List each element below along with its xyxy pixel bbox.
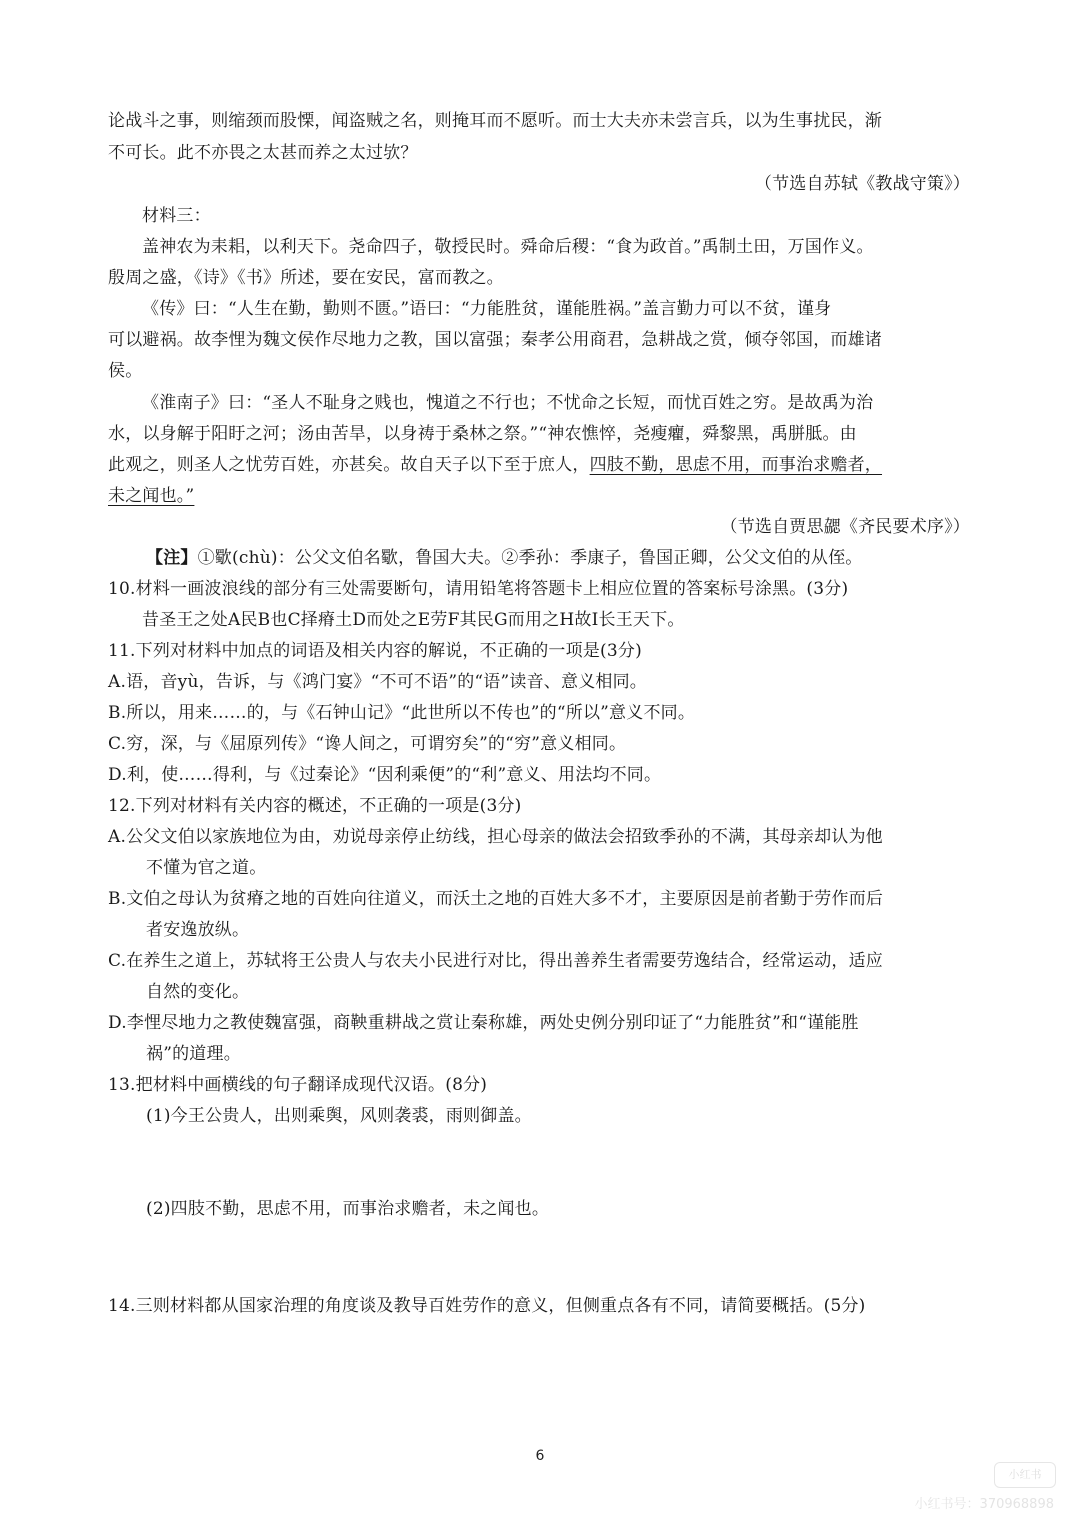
q11-stem: 11.下列对材料中加点的词语及相关内容的解说，不正确的一项是(3分): [108, 641, 642, 661]
material2-text-line-2: 不可长。此不亦畏之太甚而养之太过欤？: [108, 143, 418, 163]
material3-p3-line-1: 《淮南子》曰：“圣人不耻身之贱也，愧道之不行也；不忧命之长短，而忧百姓之穷。是故禹为治: [142, 393, 874, 413]
q12-option-b-line-1: B.文伯之母认为贫瘠之地的百姓向往道义，而沃土之地的百姓大多不才，主要原因是前者勤于劳作而后: [108, 889, 884, 909]
q12-stem: 12.下列对材料有关内容的概述，不正确的一项是(3分): [108, 796, 522, 816]
note-text: ①歜(chù)：公父文伯名歜，鲁国大夫。②季孙：季康子，鲁国正卿，公父文伯的从侄。: [197, 548, 863, 568]
material3-p3-line-3: [108, 453, 882, 477]
material3-p3-line-4: [108, 484, 194, 508]
q11-option-c: C.穷，深，与《屈原列传》“谗人间之，可谓穷矣”的“穷”意义相同。: [108, 734, 627, 754]
material3-p1-line-2: 殷周之盛，《诗》《书》所述，要在安民，富而教之。: [108, 268, 504, 288]
material3-p3-line-2: 水，以身解于阳盱之河；汤由苦旱，以身祷于桑林之祭。”“神农憔悴，尧瘦癯，舜黎黑，禹胼胝。由: [108, 424, 857, 444]
q10-text: 昔圣王之处A民B也C择瘠土D而处之E劳F其民G而用之H故I长王天下。: [142, 610, 685, 630]
q12-option-b-line-2: 者安逸放纵。: [146, 920, 250, 940]
q11-option-b: B.所以，用来……的，与《石钟山记》“此世所以不传也”的“所以”意义不同。: [108, 703, 696, 723]
material3-source: （节选自贾思勰《齐民要术序》）: [720, 517, 970, 537]
material3-heading: 材料三：: [142, 206, 211, 226]
watermark-logo: 小红书: [994, 1462, 1056, 1488]
underlined-sentence-part-1: 四肢不勤，思虑不用，而事治求赡者，: [589, 455, 883, 475]
q12-option-a-line-1: A.公父文伯以家族地位为由，劝说母亲停止纺线，担心母亲的做法会招致季孙的不满，其母亲却认为他: [108, 827, 883, 847]
q12-option-a-line-2: 不懂为官之道。: [146, 858, 267, 878]
material2-text-line-1: 论战斗之事，则缩颈而股慄，闻盗贼之名，则掩耳而不愿听。而士大夫亦未尝言兵，以为生事扰民，渐: [108, 111, 882, 131]
q11-option-d: D.利，使……得利，与《过秦论》“因利乘便”的“利”意义、用法均不同。: [108, 765, 662, 785]
q12-option-c-line-1: C.在养生之道上，苏轼将王公贵人与农夫小民进行对比，得出善养生者需要劳逸结合，经常运动，适应: [108, 951, 884, 971]
material3-p3-line-3-plain: 此观之，则圣人之忧劳百姓，亦甚矣。故自天子以下至于庶人，: [108, 455, 590, 475]
material3-p2-line-2: 可以避祸。故李悝为魏文侯作尽地力之教，国以富强；秦孝公用商君，急耕战之赏，倾夺邻国，而雄诸: [108, 330, 882, 350]
material3-p2-line-3: 侯。: [108, 361, 143, 381]
q14-stem: 14.三则材料都从国家治理的角度谈及教导百姓劳作的意义，但侧重点各有不同，请简要概括。(5分): [108, 1296, 866, 1316]
note-label: 【注】: [146, 548, 198, 568]
note: [146, 546, 863, 570]
material3-p1-line-1: 盖神农为耒耜，以利天下。尧命四子，敬授民时。舜命后稷：“食为政首。”禹制土田，万国作义。: [142, 237, 874, 257]
underlined-sentence-part-2: 未之闻也。”: [108, 486, 195, 506]
q13-sentence-1: (1)今王公贵人，出则乘舆，风则袭裘，雨则御盖。: [146, 1106, 532, 1126]
material3-p2-line-1: 《传》曰：“人生在勤，勤则不匮。”语曰：“力能胜贫，谨能胜祸。”盖言勤力可以不贫，谨身: [142, 299, 832, 319]
material2-source: （节选自苏轼《教战守策》）: [754, 174, 970, 194]
q13-sentence-2: (2)四肢不勤，思虑不用，而事治求赡者，未之闻也。: [146, 1199, 550, 1219]
q11-option-a: A.语，音yù，告诉，与《鸿门宴》“不可不语”的“语”读音、意义相同。: [108, 672, 647, 692]
q12-option-d-line-1: D.李悝尽地力之教使魏富强，商鞅重耕战之赏让秦称雄，两处史例分别印证了“力能胜贫”和“谨能胜: [108, 1013, 859, 1033]
q13-stem: 13.把材料中画横线的句子翻译成现代汉语。(8分): [108, 1075, 488, 1095]
watermark-text: 小红书号：370968898: [914, 1497, 1054, 1512]
q12-option-c-line-2: 自然的变化。: [146, 982, 250, 1002]
q10-stem: 10.材料一画波浪线的部分有三处需要断句，请用铅笔将答题卡上相应位置的答案标号涂黑。(3分): [108, 579, 849, 599]
q12-option-d-line-2: 祸”的道理。: [146, 1044, 241, 1064]
page-number: 6: [535, 1448, 545, 1464]
